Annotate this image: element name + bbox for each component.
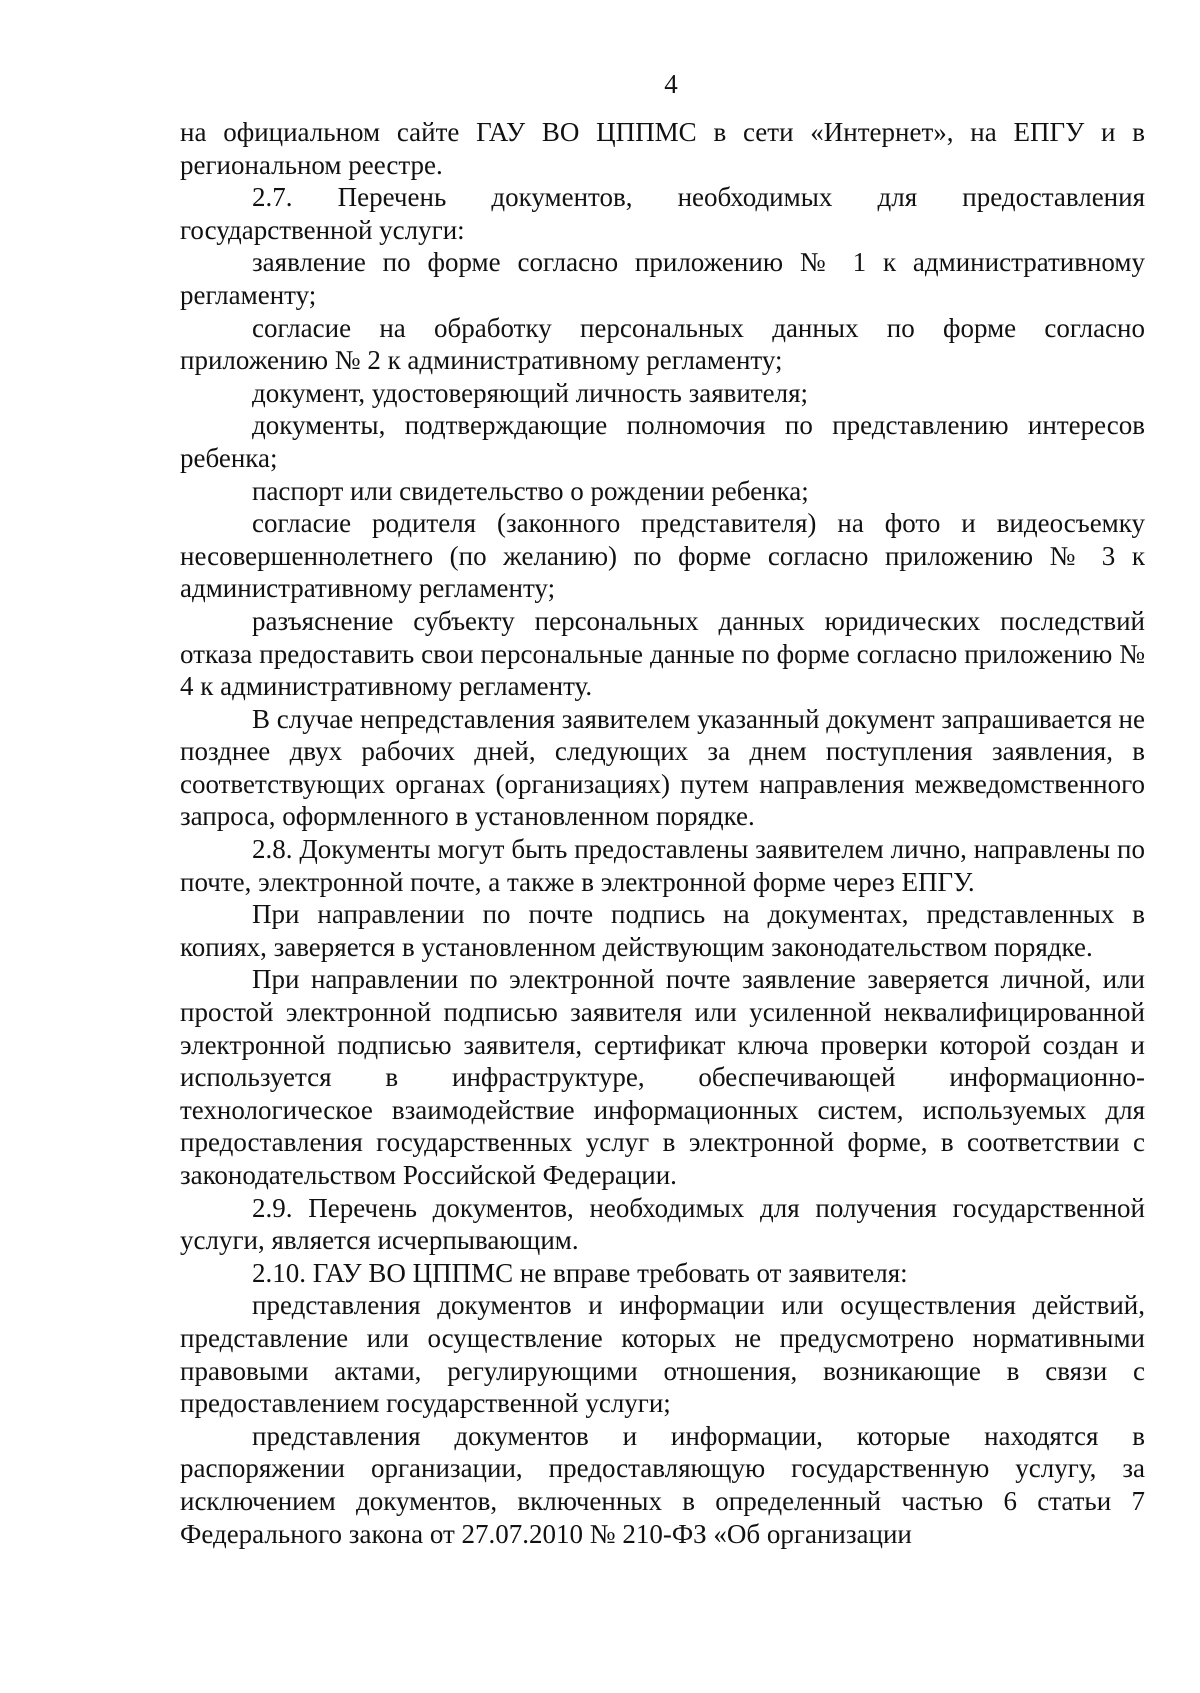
paragraph-continuation: на официальном сайте ГАУ ВО ЦППМС в сети «Интернет», на ЕПГУ и в региональном реестре. — [180, 117, 1145, 180]
paragraph-2-8-submission: 2.8. Документы могут быть предоставлены заявителем лично, направлены по почте, электронной почте, а также в электронной форме через ЕПГУ. — [180, 834, 1145, 897]
paragraph-2-9-exhaustive-list: 2.9. Перечень документов, необходимых для получения государственной услуги, является исчерпывающим. — [180, 1192, 1145, 1256]
list-item-personal-data-consent: согласие на обработку персональных данных по форме согласно приложению № 2 к административному регламенту; — [180, 312, 1145, 376]
list-item-passport-or-birth-certificate: паспорт или свидетельство о рождении ребенка; — [252, 475, 809, 506]
list-item-refusal-consequences: разъяснение субъекту персональных данных юридических последствий отказа предоставить свои персональные данные по форме согласно приложению № 4 к административному регламенту. — [180, 605, 1145, 702]
document-body — [180, 116, 1145, 1550]
list-item-application-form: заявление по форме согласно приложению № 1 к административному регламенту; — [180, 247, 1145, 310]
list-item-not-required-documents: представления документов и информации, которые находятся в распоряжении организации, предоставляющую государственную услугу, за исключением документов, включенных в определенный частью 6 статьи 7 Федерального закона от 27.07.2010 № 210-ФЗ «Об организации — [180, 1420, 1145, 1549]
page-number: 4 — [664, 69, 678, 99]
paragraph-2-7-heading: 2.7. Перечень документов, необходимых для предоставления государственной услуги: — [180, 182, 1145, 245]
list-item-not-required-actions: представления документов и информации или осуществления действий, представление или осуществление которых не предусмотрено нормативными правовыми актами, регулирующими отношения, возникающие в связи с предоставлением государственной услуги; — [180, 1290, 1145, 1419]
list-item-photo-video-consent: согласие родителя (законного представителя) на фото и видеосъемку несовершеннолетнего (по желанию) по форме согласно приложению № 3 к административному регламенту; — [180, 508, 1145, 604]
list-item-identity-document: документ, удостоверяющий личность заявителя; — [252, 377, 809, 408]
paragraph-postal-signature: При направлении по почте подпись на документах, представленных в копиях, заверяется в установленном действующим законодательством порядке. — [180, 899, 1145, 962]
list-item-authority-documents: документы, подтверждающие полномочия по представлению интересов ребенка; — [180, 410, 1145, 473]
paragraph-electronic-signature: При направлении по электронной почте заявление заверяется личной, или простой электронной подписью заявителя или усиленной неквалифицированной электронной подписью заявителя, сертификат ключа проверки которой создан и используется в инфраструктуре, обеспечивающей информационно-технологическое взаимодействие информационных систем, используемых для предоставления государственных услуг в электронной форме, в соответствии с законодательством Российской Федерации. — [180, 964, 1145, 1190]
paragraph-2-10-heading: 2.10. ГАУ ВО ЦППМС не вправе требовать от заявителя: — [252, 1257, 908, 1288]
paragraph-interagency-request: В случае непредставления заявителем указанный документ запрашивается не позднее двух рабочих дней, следующих за днем поступления заявления, в соответствующих органах (организациях) путем направления межведомственного запроса, оформленного в установленном порядке. — [180, 703, 1145, 832]
